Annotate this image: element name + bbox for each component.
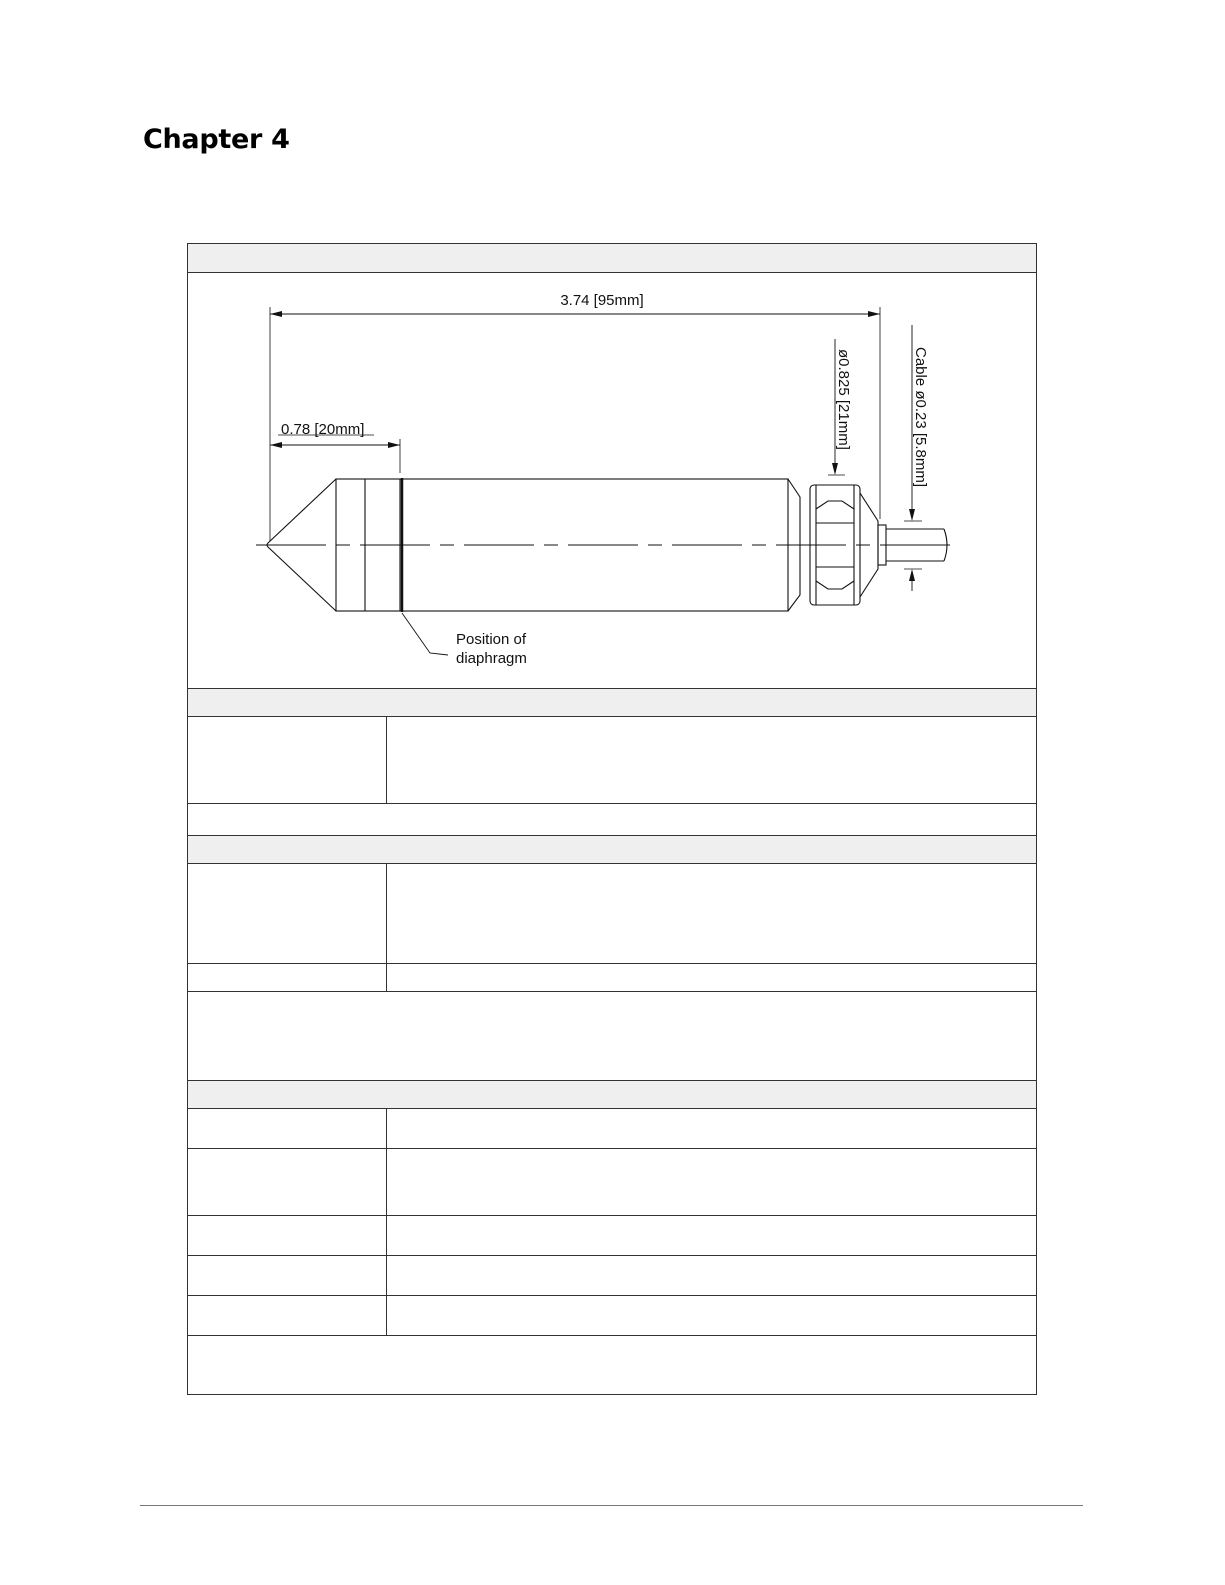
spec-table <box>187 243 1037 1395</box>
hex-diameter-label: ø0.825 [21mm] <box>835 349 852 450</box>
table-row <box>188 1336 1036 1393</box>
table-row <box>188 1149 1036 1216</box>
table-row <box>188 1109 1036 1149</box>
column-divider <box>386 864 387 963</box>
sensor-dimension-drawing <box>188 273 1035 687</box>
section-header-row <box>188 689 1036 717</box>
callout-label-line2: diaphragm <box>456 650 527 667</box>
chapter-heading: Chapter 4 <box>143 124 290 155</box>
diaphragm-offset-label: 0.78 [20mm] <box>281 421 365 438</box>
section-header-row <box>188 836 1036 864</box>
table-row <box>188 717 1036 804</box>
table-header-row <box>188 244 1036 273</box>
column-divider <box>386 1256 387 1295</box>
column-divider <box>386 717 387 803</box>
table-row <box>188 992 1036 1081</box>
table-row <box>188 1296 1036 1336</box>
table-row <box>188 804 1036 836</box>
table-row <box>188 1256 1036 1296</box>
column-divider <box>386 1149 387 1215</box>
column-divider <box>386 1296 387 1335</box>
table-row <box>188 964 1036 992</box>
callout-label-line1: Position of <box>456 631 527 648</box>
column-divider <box>386 1216 387 1255</box>
drawing-row <box>188 273 1036 689</box>
table-row <box>188 1216 1036 1256</box>
cable-diameter-label: Cable ø0.23 [5.8mm] <box>912 347 929 488</box>
footer-rule <box>140 1505 1083 1506</box>
section-header-row <box>188 1081 1036 1109</box>
overall-length-label: 3.74 [95mm] <box>560 292 644 309</box>
table-row <box>188 864 1036 964</box>
column-divider <box>386 1109 387 1148</box>
column-divider <box>386 964 387 991</box>
